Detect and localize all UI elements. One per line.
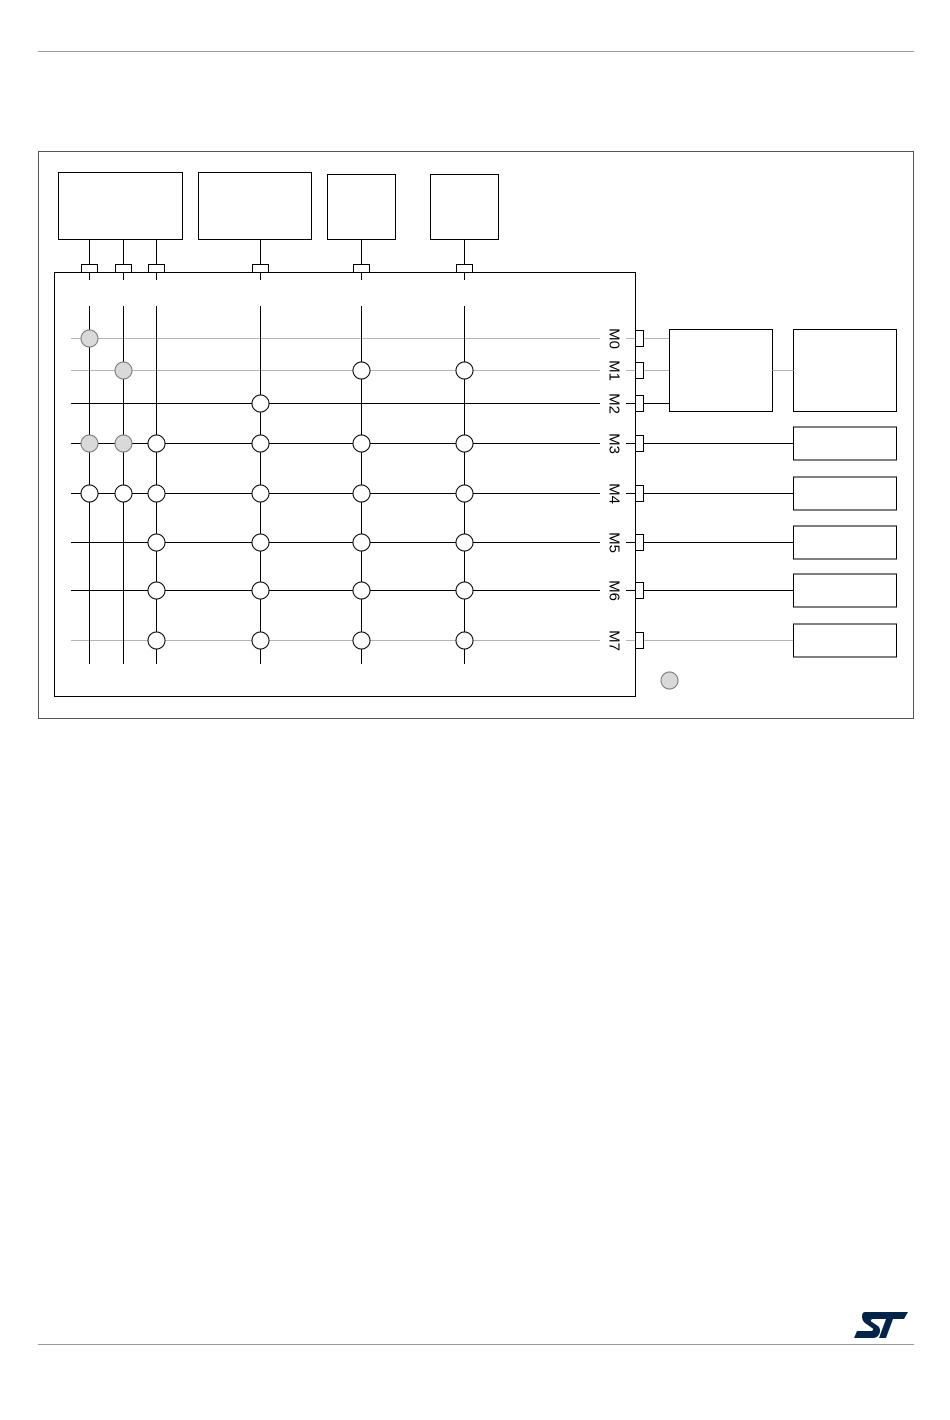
port-label-M6: M6 [605, 580, 623, 601]
node-M4-bus-4 [353, 485, 370, 502]
node-M7-bus-3 [252, 632, 269, 649]
node-M2-bus-3 [252, 395, 269, 412]
node-M6-bus-2 [148, 582, 165, 599]
port-tab-M0 [636, 331, 644, 347]
master-block-2 [199, 173, 312, 240]
port-label-M3: M3 [605, 433, 623, 454]
node-M4-bus-5 [456, 485, 473, 502]
st-logo [853, 1310, 909, 1340]
node-M5-bus-3 [252, 534, 269, 551]
port-label-M7: M7 [605, 630, 623, 651]
master-block-3 [328, 175, 396, 240]
slave-block-M5 [794, 526, 897, 559]
port-label-M0: M0 [605, 328, 623, 349]
port-tab-M2 [636, 396, 644, 412]
master-bus-tab-3 [253, 265, 269, 273]
node-M3-bus-4 [353, 435, 370, 452]
node-M6-bus-4 [353, 582, 370, 599]
node-M3-bus-1 [115, 435, 132, 452]
slave-port-labels [606, 328, 623, 651]
slave-port-tabs [636, 331, 644, 649]
node-M7-bus-2 [148, 632, 165, 649]
master-bus-tab-4 [354, 265, 370, 273]
legend-shaded-node [661, 672, 678, 689]
node-M3-bus-3 [252, 435, 269, 452]
slave-block-shared-controller [670, 330, 773, 412]
port-label-M1: M1 [605, 360, 623, 381]
node-M7-bus-4 [353, 632, 370, 649]
node-M5-bus-4 [353, 534, 370, 551]
slave-block-M7 [794, 624, 897, 657]
port-tab-M7 [636, 633, 644, 649]
slave-block-shared-memory [794, 330, 897, 412]
master-bus-tab-0 [82, 265, 98, 273]
master-bus-tab-1 [116, 265, 132, 273]
node-M4-bus-2 [148, 485, 165, 502]
slave-block-M6 [794, 574, 897, 607]
node-M3-bus-2 [148, 435, 165, 452]
connection-nodes [81, 330, 473, 649]
node-M6-bus-3 [252, 582, 269, 599]
node-M4-bus-1 [115, 485, 132, 502]
master-block-1 [59, 173, 183, 240]
node-M4-bus-0 [81, 485, 98, 502]
port-tab-M1 [636, 363, 644, 379]
node-M6-bus-5 [456, 582, 473, 599]
node-M1-bus-4 [353, 362, 370, 379]
port-tab-M6 [636, 583, 644, 599]
slave-block-M3 [794, 427, 897, 460]
port-label-M5: M5 [605, 532, 623, 553]
port-tab-M3 [636, 436, 644, 452]
node-M1-bus-5 [456, 362, 473, 379]
slave-block-M4 [794, 477, 897, 510]
master-bus-tab-5 [457, 265, 473, 273]
master-bus-connectors [82, 240, 473, 281]
slave-blocks [794, 427, 897, 657]
master-bus-lines [90, 306, 465, 664]
port-tab-M4 [636, 486, 644, 502]
master-block-4 [431, 175, 499, 240]
node-M5-bus-5 [456, 534, 473, 551]
node-M5-bus-2 [148, 534, 165, 551]
port-tab-M5 [636, 535, 644, 551]
node-M3-bus-0 [81, 435, 98, 452]
node-M4-bus-3 [252, 485, 269, 502]
node-M3-bus-5 [456, 435, 473, 452]
node-M1-bus-1 [115, 362, 132, 379]
node-M0-bus-0 [81, 330, 98, 347]
port-label-M2: M2 [605, 393, 623, 414]
master-bus-tab-2 [149, 265, 165, 273]
bus-matrix-box [55, 273, 636, 697]
port-label-M4: M4 [605, 483, 623, 504]
footer-rule [38, 1344, 914, 1345]
node-M7-bus-5 [456, 632, 473, 649]
